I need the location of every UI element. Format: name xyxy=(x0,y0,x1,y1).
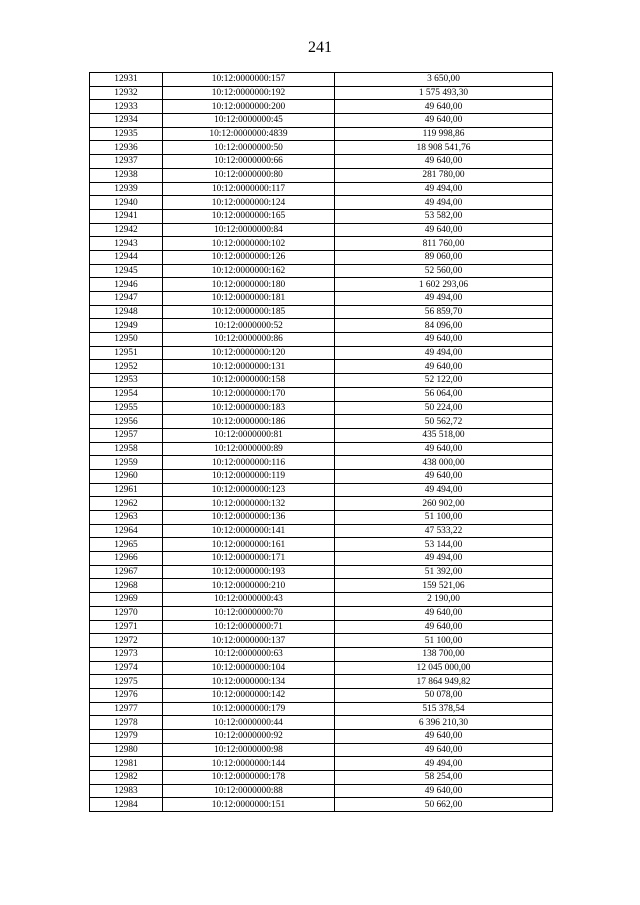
value-cell: 49 494,00 xyxy=(335,292,553,306)
row-index-cell: 12984 xyxy=(90,798,163,812)
table-row xyxy=(90,333,553,347)
row-index-cell: 12962 xyxy=(90,497,163,511)
value-cell: 47 533,22 xyxy=(335,524,553,538)
value-cell: 811 760,00 xyxy=(335,237,553,251)
row-index-cell: 12942 xyxy=(90,223,163,237)
value-cell: 49 640,00 xyxy=(335,333,553,347)
cadastral-number-cell: 10:12:0000000:134 xyxy=(163,675,335,689)
value-cell: 6 396 210,30 xyxy=(335,716,553,730)
table-row xyxy=(90,524,553,538)
row-index-cell: 12946 xyxy=(90,278,163,292)
row-index-cell: 12952 xyxy=(90,360,163,374)
value-cell: 12 045 000,00 xyxy=(335,661,553,675)
page-number: 241 xyxy=(308,39,332,56)
row-index-cell: 12966 xyxy=(90,552,163,566)
row-index-cell: 12978 xyxy=(90,716,163,730)
row-index-cell: 12981 xyxy=(90,757,163,771)
value-cell: 49 640,00 xyxy=(335,606,553,620)
table-row xyxy=(90,716,553,730)
value-cell: 2 190,00 xyxy=(335,593,553,607)
value-cell: 49 494,00 xyxy=(335,483,553,497)
row-index-cell: 12955 xyxy=(90,401,163,415)
value-cell: 51 100,00 xyxy=(335,634,553,648)
cadastral-number-cell: 10:12:0000000:81 xyxy=(163,428,335,442)
row-index-cell: 12931 xyxy=(90,73,163,87)
row-index-cell: 12977 xyxy=(90,702,163,716)
cadastral-number-cell: 10:12:0000000:157 xyxy=(163,73,335,87)
value-cell: 17 864 949,82 xyxy=(335,675,553,689)
row-index-cell: 12960 xyxy=(90,469,163,483)
row-index-cell: 12972 xyxy=(90,634,163,648)
row-index-cell: 12957 xyxy=(90,428,163,442)
table-row xyxy=(90,209,553,223)
row-index-cell: 12969 xyxy=(90,593,163,607)
cadastral-number-cell: 10:12:0000000:193 xyxy=(163,565,335,579)
cadastral-number-cell: 10:12:0000000:186 xyxy=(163,415,335,429)
cadastral-number-cell: 10:12:0000000:71 xyxy=(163,620,335,634)
value-cell: 49 640,00 xyxy=(335,360,553,374)
value-cell: 435 518,00 xyxy=(335,428,553,442)
table-row xyxy=(90,264,553,278)
value-cell: 3 650,00 xyxy=(335,73,553,87)
row-index-cell: 12970 xyxy=(90,606,163,620)
value-cell: 50 662,00 xyxy=(335,798,553,812)
cadastral-number-cell: 10:12:0000000:43 xyxy=(163,593,335,607)
table-row xyxy=(90,428,553,442)
cadastral-number-cell: 10:12:0000000:123 xyxy=(163,483,335,497)
cadastral-number-cell: 10:12:0000000:80 xyxy=(163,168,335,182)
cadastral-number-cell: 10:12:0000000:151 xyxy=(163,798,335,812)
row-index-cell: 12939 xyxy=(90,182,163,196)
value-cell: 49 494,00 xyxy=(335,196,553,210)
row-index-cell: 12943 xyxy=(90,237,163,251)
cadastral-number-cell: 10:12:0000000:124 xyxy=(163,196,335,210)
table-row xyxy=(90,100,553,114)
table-row xyxy=(90,469,553,483)
table-row xyxy=(90,483,553,497)
row-index-cell: 12947 xyxy=(90,292,163,306)
value-cell: 56 064,00 xyxy=(335,387,553,401)
row-index-cell: 12961 xyxy=(90,483,163,497)
row-index-cell: 12950 xyxy=(90,333,163,347)
row-index-cell: 12944 xyxy=(90,250,163,264)
cadastral-number-cell: 10:12:0000000:120 xyxy=(163,346,335,360)
row-index-cell: 12967 xyxy=(90,565,163,579)
value-cell: 53 144,00 xyxy=(335,538,553,552)
row-index-cell: 12933 xyxy=(90,100,163,114)
table-row xyxy=(90,675,553,689)
table-row xyxy=(90,374,553,388)
table-row xyxy=(90,757,553,771)
value-cell: 84 096,00 xyxy=(335,319,553,333)
cadastral-number-cell: 10:12:0000000:104 xyxy=(163,661,335,675)
cadastral-number-cell: 10:12:0000000:180 xyxy=(163,278,335,292)
cadastral-number-cell: 10:12:0000000:141 xyxy=(163,524,335,538)
data-table xyxy=(89,72,553,812)
row-index-cell: 12976 xyxy=(90,688,163,702)
row-index-cell: 12934 xyxy=(90,114,163,128)
value-cell: 18 908 541,76 xyxy=(335,141,553,155)
table-row xyxy=(90,387,553,401)
value-cell: 50 224,00 xyxy=(335,401,553,415)
table-row xyxy=(90,688,553,702)
table-row xyxy=(90,114,553,128)
table-row xyxy=(90,620,553,634)
row-index-cell: 12973 xyxy=(90,647,163,661)
value-cell: 50 562,72 xyxy=(335,415,553,429)
table-row xyxy=(90,552,553,566)
cadastral-number-cell: 10:12:0000000:52 xyxy=(163,319,335,333)
cadastral-number-cell: 10:12:0000000:98 xyxy=(163,743,335,757)
row-index-cell: 12951 xyxy=(90,346,163,360)
table-row xyxy=(90,702,553,716)
value-cell: 438 000,00 xyxy=(335,456,553,470)
value-cell: 49 494,00 xyxy=(335,757,553,771)
table-row xyxy=(90,497,553,511)
table-row xyxy=(90,155,553,169)
cadastral-number-cell: 10:12:0000000:131 xyxy=(163,360,335,374)
value-cell: 119 998,86 xyxy=(335,127,553,141)
cadastral-number-cell: 10:12:0000000:161 xyxy=(163,538,335,552)
table-row xyxy=(90,593,553,607)
row-index-cell: 12949 xyxy=(90,319,163,333)
cadastral-number-cell: 10:12:0000000:92 xyxy=(163,730,335,744)
cadastral-number-cell: 10:12:0000000:165 xyxy=(163,209,335,223)
value-cell: 56 859,70 xyxy=(335,305,553,319)
row-index-cell: 12971 xyxy=(90,620,163,634)
table-body xyxy=(90,73,553,812)
cadastral-number-cell: 10:12:0000000:84 xyxy=(163,223,335,237)
row-index-cell: 12958 xyxy=(90,442,163,456)
row-index-cell: 12975 xyxy=(90,675,163,689)
table-row xyxy=(90,565,553,579)
table-row xyxy=(90,456,553,470)
table-row xyxy=(90,401,553,415)
table-row xyxy=(90,250,553,264)
cadastral-number-cell: 10:12:0000000:142 xyxy=(163,688,335,702)
table-row xyxy=(90,168,553,182)
value-cell: 49 494,00 xyxy=(335,182,553,196)
table-row xyxy=(90,634,553,648)
cadastral-number-cell: 10:12:0000000:132 xyxy=(163,497,335,511)
cadastral-number-cell: 10:12:0000000:144 xyxy=(163,757,335,771)
value-cell: 52 560,00 xyxy=(335,264,553,278)
cadastral-number-cell: 10:12:0000000:162 xyxy=(163,264,335,278)
cadastral-number-cell: 10:12:0000000:86 xyxy=(163,333,335,347)
value-cell: 49 640,00 xyxy=(335,155,553,169)
table-row xyxy=(90,278,553,292)
table-row xyxy=(90,346,553,360)
value-cell: 49 640,00 xyxy=(335,114,553,128)
cadastral-number-cell: 10:12:0000000:158 xyxy=(163,374,335,388)
value-cell: 1 575 493,30 xyxy=(335,86,553,100)
row-index-cell: 12941 xyxy=(90,209,163,223)
row-index-cell: 12964 xyxy=(90,524,163,538)
cadastral-number-cell: 10:12:0000000:70 xyxy=(163,606,335,620)
value-cell: 51 100,00 xyxy=(335,511,553,525)
row-index-cell: 12936 xyxy=(90,141,163,155)
table-row xyxy=(90,73,553,87)
row-index-cell: 12953 xyxy=(90,374,163,388)
table-row xyxy=(90,360,553,374)
value-cell: 1 602 293,06 xyxy=(335,278,553,292)
value-cell: 49 640,00 xyxy=(335,620,553,634)
value-cell: 281 780,00 xyxy=(335,168,553,182)
row-index-cell: 12963 xyxy=(90,511,163,525)
cadastral-number-cell: 10:12:0000000:210 xyxy=(163,579,335,593)
value-cell: 515 378,54 xyxy=(335,702,553,716)
cadastral-number-cell: 10:12:0000000:116 xyxy=(163,456,335,470)
cadastral-number-cell: 10:12:0000000:126 xyxy=(163,250,335,264)
row-index-cell: 12982 xyxy=(90,771,163,785)
row-index-cell: 12956 xyxy=(90,415,163,429)
value-cell: 49 640,00 xyxy=(335,469,553,483)
value-cell: 49 494,00 xyxy=(335,552,553,566)
row-index-cell: 12980 xyxy=(90,743,163,757)
row-index-cell: 12965 xyxy=(90,538,163,552)
value-cell: 53 582,00 xyxy=(335,209,553,223)
cadastral-number-cell: 10:12:0000000:183 xyxy=(163,401,335,415)
table-row xyxy=(90,647,553,661)
cadastral-number-cell: 10:12:0000000:171 xyxy=(163,552,335,566)
row-index-cell: 12935 xyxy=(90,127,163,141)
value-cell: 52 122,00 xyxy=(335,374,553,388)
row-index-cell: 12983 xyxy=(90,784,163,798)
table-row xyxy=(90,141,553,155)
table-row xyxy=(90,606,553,620)
table-row xyxy=(90,196,553,210)
value-cell: 49 640,00 xyxy=(335,784,553,798)
row-index-cell: 12968 xyxy=(90,579,163,593)
cadastral-number-cell: 10:12:0000000:119 xyxy=(163,469,335,483)
cadastral-number-cell: 10:12:0000000:192 xyxy=(163,86,335,100)
row-index-cell: 12945 xyxy=(90,264,163,278)
value-cell: 159 521,06 xyxy=(335,579,553,593)
table-row xyxy=(90,511,553,525)
table-row xyxy=(90,538,553,552)
value-cell: 49 640,00 xyxy=(335,223,553,237)
row-index-cell: 12979 xyxy=(90,730,163,744)
table-row xyxy=(90,579,553,593)
cadastral-number-cell: 10:12:0000000:181 xyxy=(163,292,335,306)
table-row xyxy=(90,223,553,237)
table-row xyxy=(90,730,553,744)
row-index-cell: 12954 xyxy=(90,387,163,401)
cadastral-number-cell: 10:12:0000000:50 xyxy=(163,141,335,155)
table-row xyxy=(90,127,553,141)
row-index-cell: 12974 xyxy=(90,661,163,675)
cadastral-number-cell: 10:12:0000000:185 xyxy=(163,305,335,319)
cadastral-number-cell: 10:12:0000000:170 xyxy=(163,387,335,401)
table-row xyxy=(90,442,553,456)
row-index-cell: 12940 xyxy=(90,196,163,210)
cadastral-number-cell: 10:12:0000000:179 xyxy=(163,702,335,716)
table-row xyxy=(90,305,553,319)
table-row xyxy=(90,743,553,757)
table-row xyxy=(90,292,553,306)
row-index-cell: 12937 xyxy=(90,155,163,169)
value-cell: 49 640,00 xyxy=(335,743,553,757)
cadastral-number-cell: 10:12:0000000:66 xyxy=(163,155,335,169)
cadastral-number-cell: 10:12:0000000:102 xyxy=(163,237,335,251)
table-row xyxy=(90,237,553,251)
cadastral-number-cell: 10:12:0000000:200 xyxy=(163,100,335,114)
table-row xyxy=(90,319,553,333)
table-row xyxy=(90,771,553,785)
cadastral-number-cell: 10:12:0000000:44 xyxy=(163,716,335,730)
value-cell: 260 902,00 xyxy=(335,497,553,511)
value-cell: 138 700,00 xyxy=(335,647,553,661)
cadastral-number-cell: 10:12:0000000:137 xyxy=(163,634,335,648)
row-index-cell: 12932 xyxy=(90,86,163,100)
cadastral-number-cell: 10:12:0000000:136 xyxy=(163,511,335,525)
table-row xyxy=(90,784,553,798)
table-row xyxy=(90,798,553,812)
cadastral-number-cell: 10:12:0000000:88 xyxy=(163,784,335,798)
value-cell: 51 392,00 xyxy=(335,565,553,579)
value-cell: 50 078,00 xyxy=(335,688,553,702)
value-cell: 89 060,00 xyxy=(335,250,553,264)
row-index-cell: 12938 xyxy=(90,168,163,182)
table-row xyxy=(90,86,553,100)
cadastral-number-cell: 10:12:0000000:117 xyxy=(163,182,335,196)
value-cell: 58 254,00 xyxy=(335,771,553,785)
table-row xyxy=(90,182,553,196)
value-cell: 49 640,00 xyxy=(335,442,553,456)
cadastral-number-cell: 10:12:0000000:63 xyxy=(163,647,335,661)
cadastral-number-cell: 10:12:0000000:4839 xyxy=(163,127,335,141)
value-cell: 49 640,00 xyxy=(335,730,553,744)
value-cell: 49 640,00 xyxy=(335,100,553,114)
cadastral-number-cell: 10:12:0000000:178 xyxy=(163,771,335,785)
cadastral-number-cell: 10:12:0000000:89 xyxy=(163,442,335,456)
table-row xyxy=(90,415,553,429)
table-row xyxy=(90,661,553,675)
value-cell: 49 494,00 xyxy=(335,346,553,360)
cadastral-number-cell: 10:12:0000000:45 xyxy=(163,114,335,128)
row-index-cell: 12948 xyxy=(90,305,163,319)
row-index-cell: 12959 xyxy=(90,456,163,470)
